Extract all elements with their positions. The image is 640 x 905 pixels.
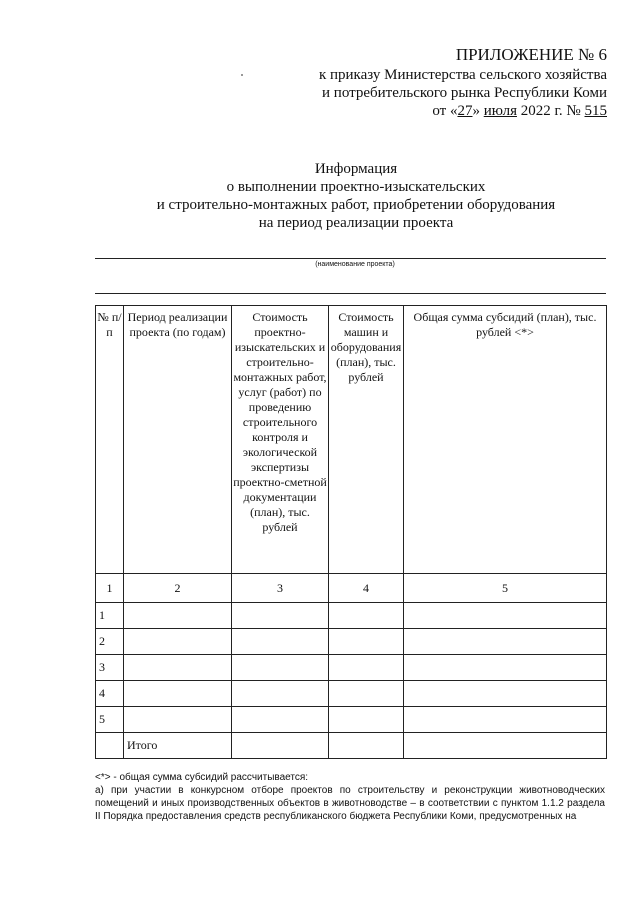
title-line-3: и строительно-монтажных работ, приобретении оборудования bbox=[156, 197, 556, 213]
total-label: Итого bbox=[124, 733, 232, 759]
table-cell bbox=[329, 733, 404, 759]
row-number: 3 bbox=[96, 655, 124, 681]
scan-speck bbox=[241, 74, 243, 76]
column-number: 3 bbox=[232, 574, 329, 603]
appendix-block bbox=[319, 44, 607, 120]
table-cell bbox=[404, 681, 607, 707]
footnote-intro: <*> - общая сумма субсидий рассчитывается: bbox=[95, 772, 309, 783]
title-line-2: о выполнении проектно-изыскательских bbox=[226, 179, 486, 195]
table-cell bbox=[232, 629, 329, 655]
table-cell bbox=[404, 603, 607, 629]
table-cell bbox=[96, 733, 124, 759]
table-cell bbox=[232, 733, 329, 759]
header-cell: Стоимость проектно-изыскательских и строительно-монтажных работ, услуг (работ) по проведению строительного контроля и экологической экспертизы проектно-сметной документации (план), тыс. рублей bbox=[232, 306, 329, 574]
table-cell bbox=[404, 629, 607, 655]
table-cell bbox=[232, 681, 329, 707]
row-number: 2 bbox=[96, 629, 124, 655]
column-number-row bbox=[96, 574, 607, 603]
table-row bbox=[96, 681, 607, 707]
table-cell bbox=[124, 603, 232, 629]
project-name-line-2 bbox=[95, 293, 606, 294]
date-mid: » bbox=[472, 103, 484, 119]
date-month: июля bbox=[483, 103, 517, 119]
header-cell: Период реализации проекта (по годам) bbox=[124, 306, 232, 574]
row-number: 4 bbox=[96, 681, 124, 707]
table-cell bbox=[404, 733, 607, 759]
table-cell bbox=[124, 681, 232, 707]
table-row bbox=[96, 707, 607, 733]
table-row bbox=[96, 603, 607, 629]
table-cell bbox=[232, 707, 329, 733]
info-table bbox=[95, 305, 607, 759]
table-cell bbox=[329, 603, 404, 629]
table-cell bbox=[124, 655, 232, 681]
column-number: 2 bbox=[124, 574, 232, 603]
appendix-order-line: к приказу Министерства сельского хозяйства bbox=[318, 67, 607, 83]
header-cell: Общая сумма субсидий (план), тыс. рублей <*> bbox=[404, 306, 607, 574]
title-line-1: Информация bbox=[314, 161, 398, 177]
appendix-date-line bbox=[319, 102, 607, 120]
table-cell bbox=[404, 655, 607, 681]
table-cell bbox=[404, 707, 607, 733]
table-cell bbox=[232, 655, 329, 681]
project-name-line bbox=[95, 258, 606, 259]
table-row bbox=[96, 629, 607, 655]
row-number: 1 bbox=[96, 603, 124, 629]
table-cell bbox=[329, 707, 404, 733]
appendix-title: ПРИЛОЖЕНИЕ № 6 bbox=[455, 45, 607, 64]
date-day: 27 bbox=[457, 103, 473, 119]
column-number: 1 bbox=[96, 574, 124, 603]
table-row bbox=[96, 655, 607, 681]
table-cell bbox=[329, 681, 404, 707]
table-cell bbox=[232, 603, 329, 629]
table-cell bbox=[329, 655, 404, 681]
date-prefix: от « bbox=[432, 103, 458, 119]
table-header-row bbox=[96, 306, 607, 574]
table-cell bbox=[329, 629, 404, 655]
date-suffix: 2022 г. № bbox=[516, 103, 585, 119]
order-number: 515 bbox=[584, 103, 607, 119]
table-cell bbox=[124, 707, 232, 733]
row-number: 5 bbox=[96, 707, 124, 733]
header-cell: № п/п bbox=[96, 306, 124, 574]
title-line-4: на период реализации проекта bbox=[258, 215, 454, 231]
column-number: 4 bbox=[329, 574, 404, 603]
document-title bbox=[0, 160, 640, 232]
footnote-item-a: а) при участии в конкурсном отборе проектов по строительству и реконструкции животноводческих помещений и иных производственных объектов в животноводстве – в соответствии с пунктом 1.1.2 раздела II Порядка предоставления средств республиканского бюджета Республики Коми, предусмотренных на bbox=[95, 785, 605, 822]
footnotes bbox=[95, 771, 605, 823]
table-cell bbox=[124, 629, 232, 655]
appendix-ministry-line: и потребительского рынка Республики Коми bbox=[322, 85, 607, 101]
column-number: 5 bbox=[404, 574, 607, 603]
project-name-caption: (наименование проекта) bbox=[315, 261, 395, 268]
header-cell: Стоимость машин и оборудования (план), тыс. рублей bbox=[329, 306, 404, 574]
table-total-row bbox=[96, 733, 607, 759]
